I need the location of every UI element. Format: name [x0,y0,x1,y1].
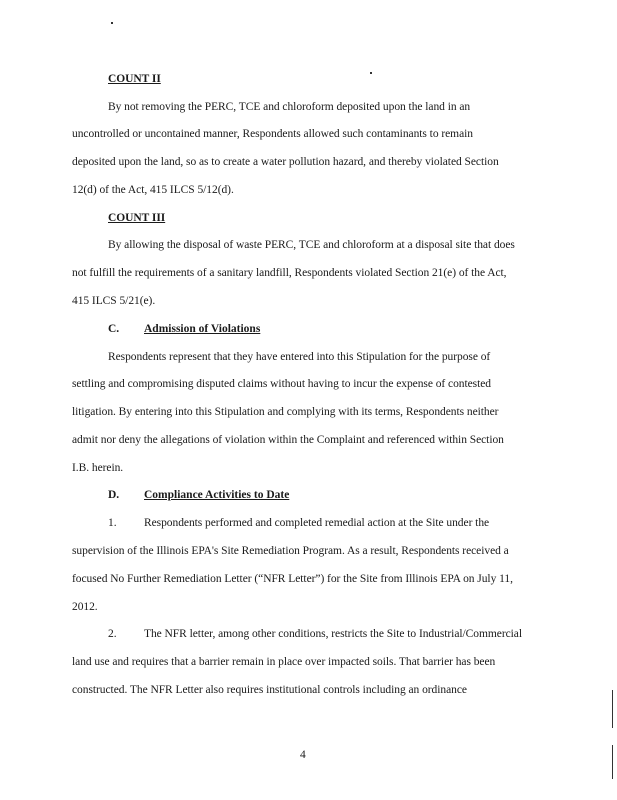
count-ii-heading: COUNT II [108,73,161,85]
paragraph-1-number: 1. [108,517,117,529]
section-c-line: Respondents represent that they have entered into this Stipulation for the purpose of [108,351,491,363]
section-d-title: Compliance Activities to Date [144,489,290,501]
paragraph-2-line: constructed. The NFR Letter also requires institutional controls including an ordinance [72,684,467,696]
section-c-title: Admission of Violations [144,323,261,335]
section-d-letter: D. [108,489,120,501]
section-c-line: I.B. herein. [72,462,124,474]
count-iii-line: 415 ILCS 5/21(e). [72,295,156,307]
count-iii-line: By allowing the disposal of waste PERC, TCE and chloroform at a disposal site that does [108,239,515,251]
scan-edge-mark [612,745,613,779]
count-ii-line: uncontrolled or uncontained manner, Respondents allowed such contaminants to remain [72,128,473,140]
count-ii-line: 12(d) of the Act, 415 ILCS 5/12(d). [72,184,234,196]
section-c-line: settling and compromising disputed claims without having to incur the expense of contested [72,378,492,390]
count-iii-heading: COUNT III [108,212,166,224]
paragraph-1-line: 2012. [72,601,98,613]
paragraph-1-line: supervision of the Illinois EPA's Site Remediation Program. As a result, Respondents received a [72,545,509,557]
paragraph-1-line: Respondents performed and completed remedial action at the Site under the [144,517,490,529]
paragraph-2-line: The NFR letter, among other conditions, restricts the Site to Industrial/Commercial [144,628,523,640]
scan-edge-mark [612,690,613,728]
section-c-line: admit nor deny the allegations of violation within the Complaint and referenced within Section [72,434,504,446]
section-c-letter: C. [108,323,120,335]
page-number: 4 [300,749,306,761]
count-iii-line: not fulfill the requirements of a sanitary landfill, Respondents violated Section 21(e) of the Act, [72,267,507,279]
paragraph-1-line: focused No Further Remediation Letter (“NFR Letter”) for the Site from Illinois EPA on July 11, [72,573,513,585]
paragraph-2-number: 2. [108,628,117,640]
scan-speck [370,72,372,74]
count-ii-line: By not removing the PERC, TCE and chloroform deposited upon the land in an [108,101,471,113]
count-ii-line: deposited upon the land, so as to create a water pollution hazard, and thereby violated Section [72,156,499,168]
paragraph-2-line: land use and requires that a barrier remain in place over impacted soils. That barrier has been [72,656,496,668]
section-c-line: litigation. By entering into this Stipulation and complying with its terms, Respondents neither [72,406,499,418]
scan-speck [111,22,113,24]
